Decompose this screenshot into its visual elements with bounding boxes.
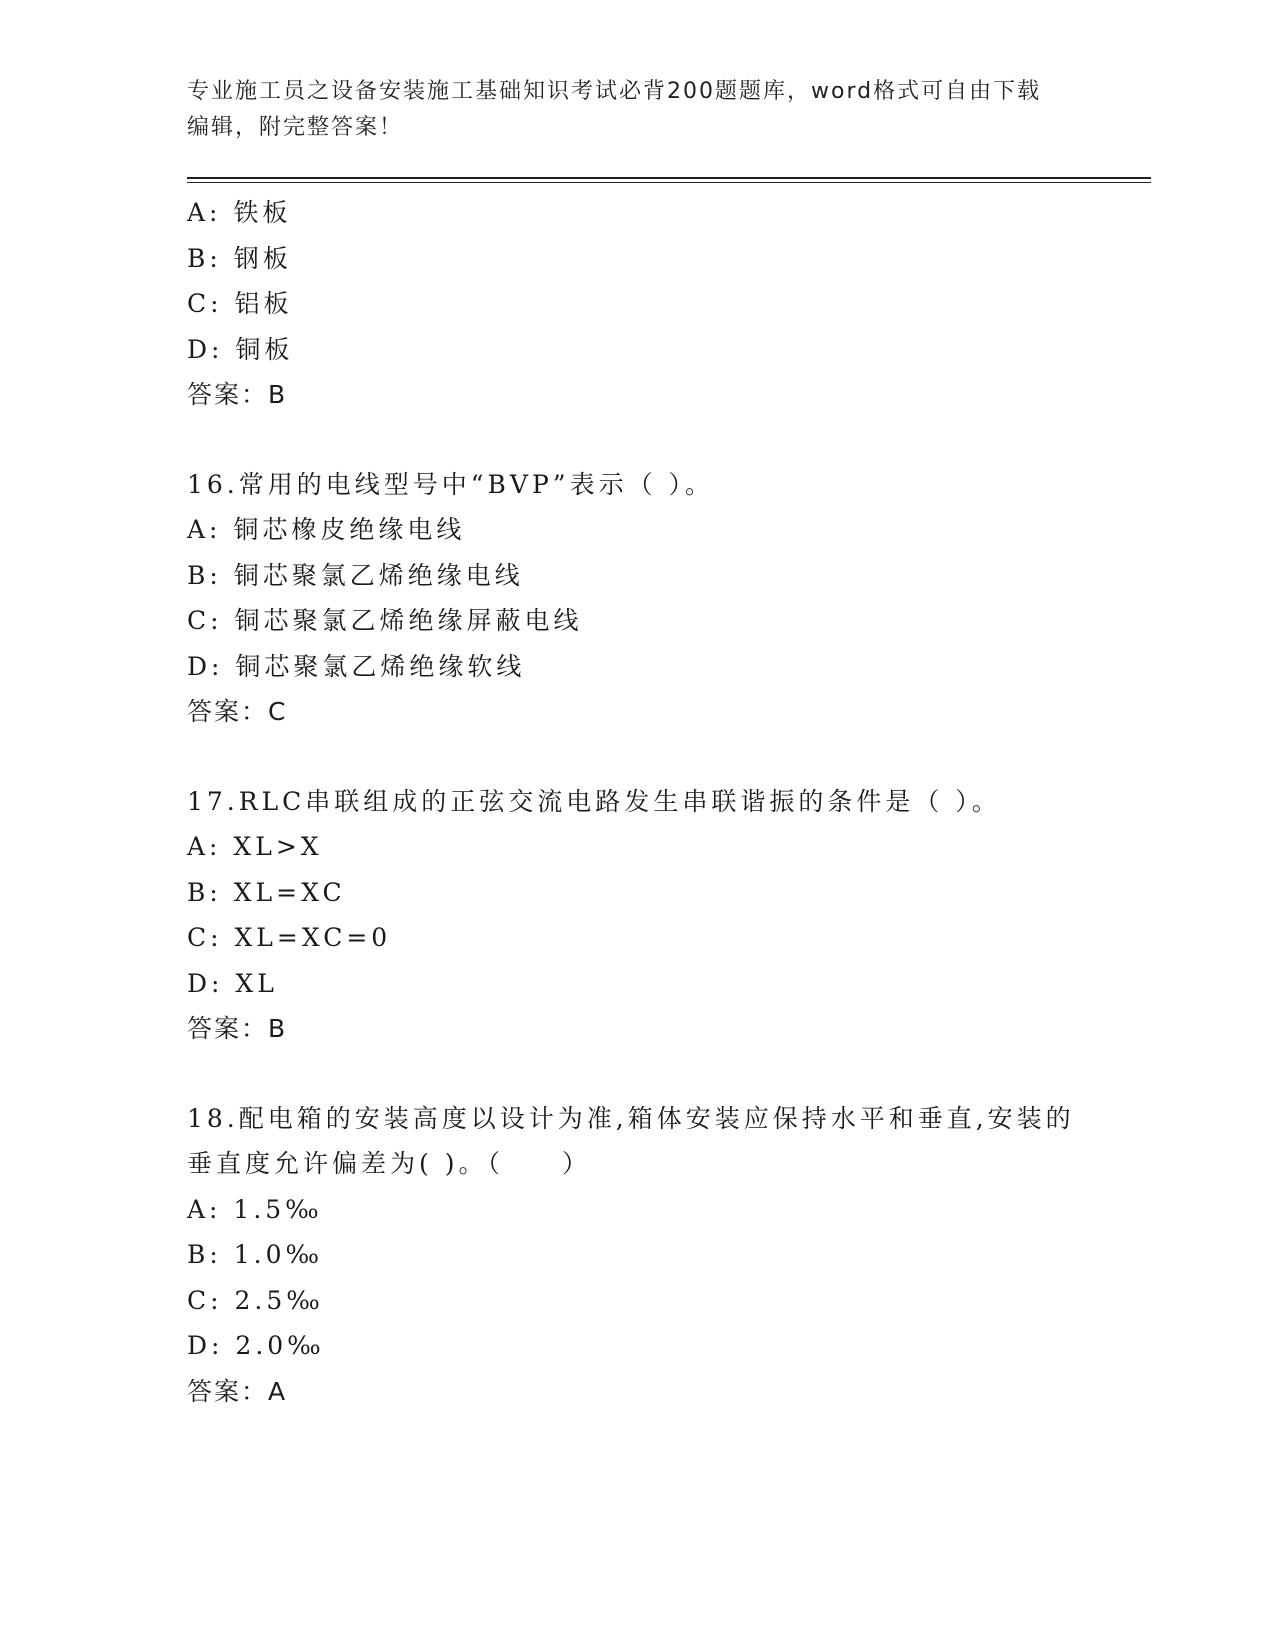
option-c: C: 铜芯聚氯乙烯绝缘屏蔽电线	[187, 606, 583, 635]
option-d: D: 2.0‰	[187, 1331, 325, 1360]
question-title-line-1: 18.配电箱的安装高度以设计为准,箱体安装应保持水平和垂直,安装的	[187, 1103, 1075, 1133]
question-17	[187, 779, 1087, 1052]
option-b: B: 钢板	[187, 243, 292, 273]
option-a: A: 1.5‰	[187, 1194, 323, 1224]
option-b: B: 1.0‰	[187, 1240, 324, 1269]
answer: 答案：A	[187, 1376, 288, 1406]
option-a: A: 铜芯橡皮绝缘电线	[187, 515, 466, 544]
option-b: B: XL=XC	[187, 877, 346, 907]
answer: 答案：B	[187, 380, 288, 409]
option-c: C: XL=XC=0	[187, 923, 392, 952]
option-d: D: XL	[187, 968, 278, 998]
question-16	[187, 462, 1087, 735]
header-divider-thick	[187, 177, 1151, 179]
header-line-1: 专业施工员之设备安装施工基础知识考试必背200题题库，word格式可自由下载	[187, 79, 1042, 104]
option-a: A: XL>X	[187, 832, 323, 861]
question-title-line-2: 垂直度允许偏差为( )。（ ）	[187, 1149, 591, 1178]
question-15	[187, 190, 1087, 418]
option-c: C: 铝板	[187, 289, 293, 318]
question-title: 17.RLC串联组成的正弦交流电路发生串联谐振的条件是（ ）。	[187, 786, 1001, 816]
document-header	[187, 74, 1077, 146]
option-a: A: 铁板	[187, 198, 292, 227]
question-18	[187, 1096, 1087, 1415]
header-line-2: 编辑，附完整答案！	[187, 115, 404, 140]
option-c: C: 2.5‰	[187, 1285, 324, 1315]
option-b: B: 铜芯聚氯乙烯绝缘电线	[187, 560, 524, 590]
spacer	[187, 1052, 1087, 1096]
header-divider-thin	[187, 182, 1151, 183]
question-list	[187, 190, 1087, 1414]
spacer	[187, 735, 1087, 779]
answer: 答案：C	[187, 697, 288, 726]
spacer	[187, 418, 1087, 462]
question-title: 16.常用的电线型号中“BVP”表示（ ）。	[187, 469, 715, 499]
answer: 答案：B	[187, 1014, 288, 1043]
option-d: D: 铜板	[187, 334, 294, 364]
option-d: D: 铜芯聚氯乙烯绝缘软线	[187, 651, 526, 681]
